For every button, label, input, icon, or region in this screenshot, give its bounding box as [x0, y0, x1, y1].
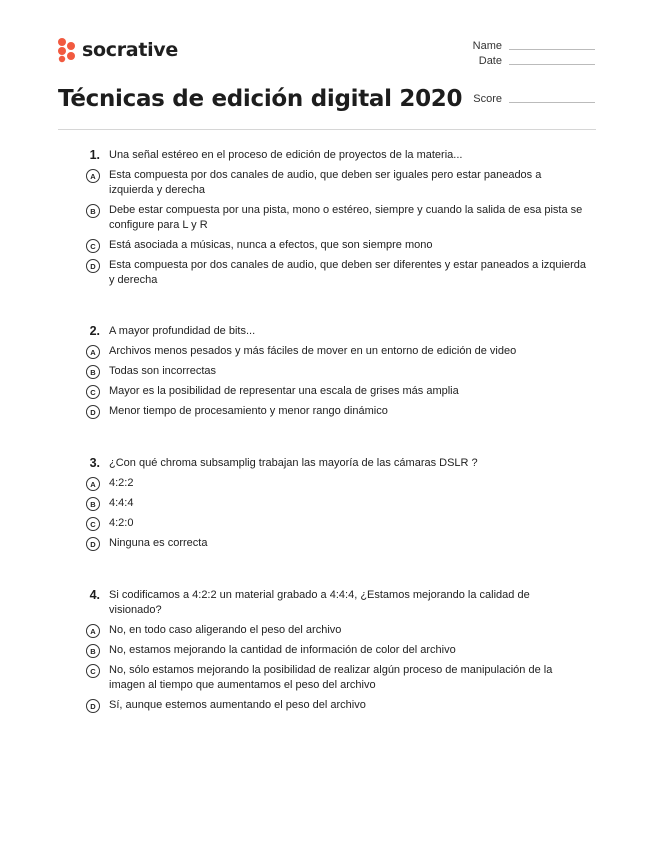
option-a[interactable] — [0, 623, 654, 638]
question-text: A mayor profundidad de bits... — [109, 325, 256, 337]
option-text: Esta compuesta por dos canales de audio, que deben ser iguales pero estar paneados a izquierda y derecha — [109, 169, 542, 196]
socrative-logo-icon — [56, 37, 78, 63]
option-text: 4:2:2 — [109, 477, 134, 489]
page-title: Técnicas de edición digital 2020 — [58, 86, 463, 112]
answer-bubble-b[interactable]: B — [86, 204, 100, 218]
answer-bubble-a[interactable]: A — [86, 624, 100, 638]
score-field — [458, 93, 595, 105]
answer-bubble-b[interactable]: B — [86, 644, 100, 658]
answer-bubble-d[interactable]: D — [86, 699, 100, 713]
socrative-logo — [56, 37, 178, 63]
option-a[interactable] — [0, 344, 654, 359]
name-line — [509, 48, 595, 50]
answer-bubble-c[interactable]: C — [86, 517, 100, 531]
answer-bubble-b[interactable]: B — [86, 497, 100, 511]
option-text: Menor tiempo de procesamiento y menor rango dinámico — [109, 405, 388, 417]
option-a[interactable] — [0, 168, 654, 198]
question-2 — [0, 324, 654, 419]
question-text: Si codificamos a 4:2:2 un material grabado a 4:4:4, ¿Estamos mejorando la calidad de visionado? — [109, 589, 530, 616]
name-field — [458, 40, 595, 52]
question-number: 1. — [89, 148, 100, 162]
option-d[interactable] — [0, 536, 654, 551]
answer-bubble-b[interactable]: B — [86, 365, 100, 379]
question-number: 4. — [89, 588, 100, 602]
answer-bubble-a[interactable]: A — [86, 345, 100, 359]
score-line — [509, 101, 595, 103]
date-field — [458, 55, 595, 67]
option-c[interactable] — [0, 663, 654, 693]
answer-bubble-c[interactable]: C — [86, 664, 100, 678]
option-text: Esta compuesta por dos canales de audio, que deben ser diferentes y estar paneados a izquierda y derecha — [109, 259, 586, 286]
option-c[interactable] — [0, 238, 654, 253]
option-text: Ninguna es correcta — [109, 537, 208, 549]
option-a[interactable] — [0, 476, 654, 491]
date-line — [509, 63, 595, 65]
option-text: No, estamos mejorando la cantidad de información de color del archivo — [109, 644, 456, 656]
option-d[interactable] — [0, 258, 654, 288]
worksheet-header — [0, 0, 654, 130]
answer-bubble-a[interactable]: A — [86, 477, 100, 491]
option-d[interactable] — [0, 404, 654, 419]
answer-bubble-c[interactable]: C — [86, 239, 100, 253]
option-text: Mayor es la posibilidad de representar una escala de grises más amplia — [109, 385, 459, 397]
brand-name: socrative — [82, 39, 178, 61]
option-b[interactable] — [0, 643, 654, 658]
option-text: Está asociada a músicas, nunca a efectos, que son siempre mono — [109, 239, 433, 251]
question-number: 3. — [89, 456, 100, 470]
question-text: ¿Con qué chroma subsamplig trabajan las mayoría de las cámaras DSLR ? — [109, 457, 478, 469]
answer-bubble-d[interactable]: D — [86, 259, 100, 273]
answer-bubble-d[interactable]: D — [86, 405, 100, 419]
option-b[interactable] — [0, 203, 654, 233]
option-d[interactable] — [0, 698, 654, 713]
option-text: Debe estar compuesta por una pista, mono o estéreo, siempre y cuando la salida de esa pista se configure para L y R — [109, 204, 583, 231]
option-text: No, en todo caso aligerando el peso del archivo — [109, 624, 342, 636]
question-number: 2. — [89, 324, 100, 338]
question-3 — [0, 456, 654, 551]
option-b[interactable] — [0, 364, 654, 379]
option-text: Sí, aunque estemos aumentando el peso del archivo — [109, 699, 366, 711]
date-label: Date — [478, 55, 502, 67]
name-label: Name — [472, 40, 502, 52]
question-4 — [0, 588, 654, 713]
option-text: 4:2:0 — [109, 517, 134, 529]
question-text: Una señal estéreo en el proceso de edición de proyectos de la materia... — [109, 149, 463, 161]
answer-bubble-a[interactable]: A — [86, 169, 100, 183]
option-b[interactable] — [0, 496, 654, 511]
option-c[interactable] — [0, 384, 654, 399]
option-text: 4:4:4 — [109, 497, 134, 509]
option-text: No, sólo estamos mejorando la posibilidad de realizar algún proceso de manipulación de la imagen al tiempo que aumentamos el peso del archivo — [109, 664, 553, 691]
answer-bubble-c[interactable]: C — [86, 385, 100, 399]
option-text: Todas son incorrectas — [109, 365, 216, 377]
option-c[interactable] — [0, 516, 654, 531]
option-text: Archivos menos pesados y más fáciles de mover en un entorno de edición de video — [109, 345, 517, 357]
question-1 — [0, 148, 654, 288]
answer-bubble-d[interactable]: D — [86, 537, 100, 551]
score-label: Score — [473, 93, 502, 105]
header-divider — [58, 129, 596, 130]
